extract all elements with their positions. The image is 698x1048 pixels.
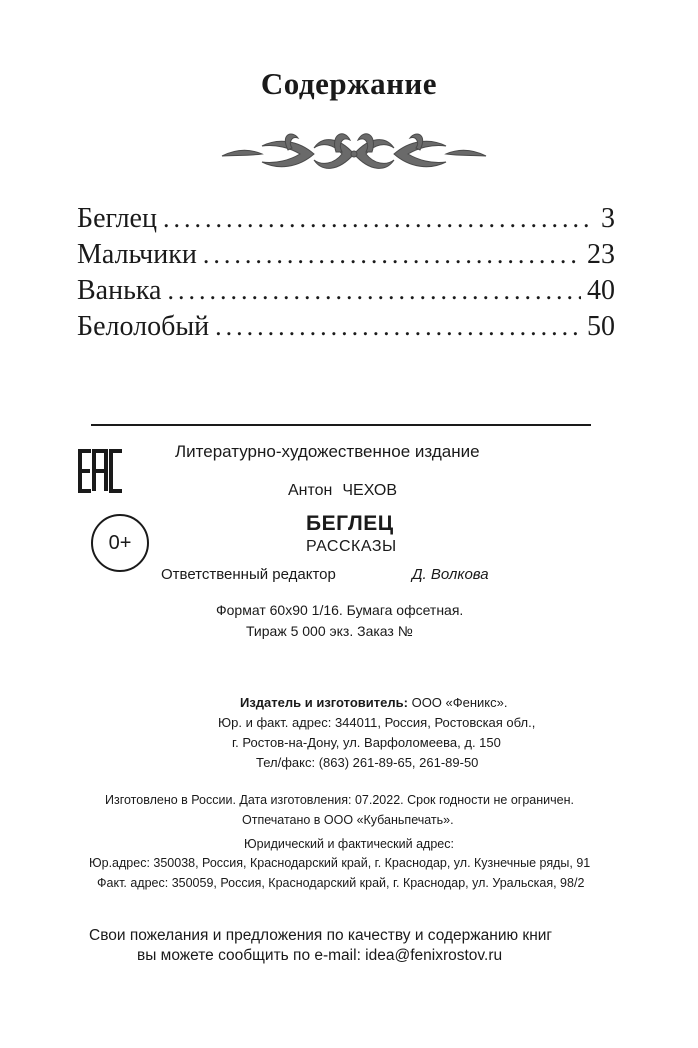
- toc-entry[interactable]: [77, 309, 615, 345]
- book-title: БЕГЛЕЦ: [306, 512, 394, 535]
- toc-entry[interactable]: [77, 237, 615, 273]
- toc-title: Содержание: [260, 66, 438, 101]
- publisher-line: [240, 693, 508, 713]
- toc-leader-dots: [215, 309, 581, 345]
- feedback-line-2[interactable]: вы можете сообщить по e-mail: idea@fenixrostov.ru: [137, 947, 503, 964]
- toc-entry-page: 23: [587, 239, 615, 270]
- edition-type: Литературно-художественное издание: [175, 442, 480, 461]
- toc-entry[interactable]: [77, 201, 615, 237]
- publisher-address-1: Юр. и факт. адрес: 344011, Россия, Ростовская обл.,: [218, 715, 536, 730]
- editor-label: Ответственный редактор: [161, 566, 336, 583]
- age-rating-badge: 0+: [91, 514, 149, 572]
- author-first-name: Антон: [288, 482, 333, 499]
- toc-leader-dots: [163, 201, 595, 237]
- toc-entry-page: 50: [587, 311, 615, 342]
- toc-entry-title: Беглец: [77, 203, 157, 234]
- manufacture-info: Изготовлено в России. Дата изготовления: 07.2022. Срок годности не ограничен.: [105, 793, 574, 807]
- editor-name: Д. Волкова: [412, 566, 489, 583]
- eac-conformity-mark-icon: [78, 448, 124, 494]
- printer-info: Отпечатано в ООО «Кубаньпечать».: [242, 813, 454, 827]
- toc-entry[interactable]: [77, 273, 615, 309]
- publisher-address-2: г. Ростов-на-Дону, ул. Варфоломеева, д. 150: [232, 735, 501, 750]
- toc-leader-dots: [203, 237, 581, 273]
- ornament-flourish-icon: [218, 126, 490, 182]
- publisher-name: ООО «Феникс».: [407, 695, 508, 710]
- print-run-info: Тираж 5 000 экз. Заказ №: [246, 623, 413, 639]
- toc-entry-title: Белолобый: [77, 311, 210, 342]
- section-divider: [91, 424, 591, 426]
- author-name: [288, 482, 397, 500]
- publisher-label: Издатель и изготовитель:: [240, 695, 408, 710]
- printer-actual-address: Факт. адрес: 350059, Россия, Краснодарский край, г. Краснодар, ул. Уральская, 98/2: [97, 876, 585, 890]
- feedback-line-1: Свои пожелания и предложения по качеству и содержанию книг: [89, 927, 553, 944]
- table-of-contents: [77, 201, 615, 345]
- printer-legal-address: Юр.адрес: 350038, Россия, Краснодарский край, г. Краснодар, ул. Кузнечные ряды, 91: [89, 856, 591, 870]
- publisher-phone: Тел/факс: (863) 261-89-65, 261-89-50: [256, 755, 479, 770]
- toc-entry-page: 3: [601, 203, 615, 234]
- toc-entry-title: Ванька: [77, 275, 162, 306]
- author-last-name: ЧЕХОВ: [342, 482, 397, 499]
- book-subtitle: РАССКАЗЫ: [306, 538, 397, 555]
- printer-address-heading: Юридический и фактический адрес:: [244, 837, 454, 851]
- format-info: Формат 60x90 1/16. Бумага офсетная.: [216, 602, 464, 618]
- toc-entry-title: Мальчики: [77, 239, 197, 270]
- toc-leader-dots: [167, 273, 581, 309]
- toc-entry-page: 40: [587, 275, 615, 306]
